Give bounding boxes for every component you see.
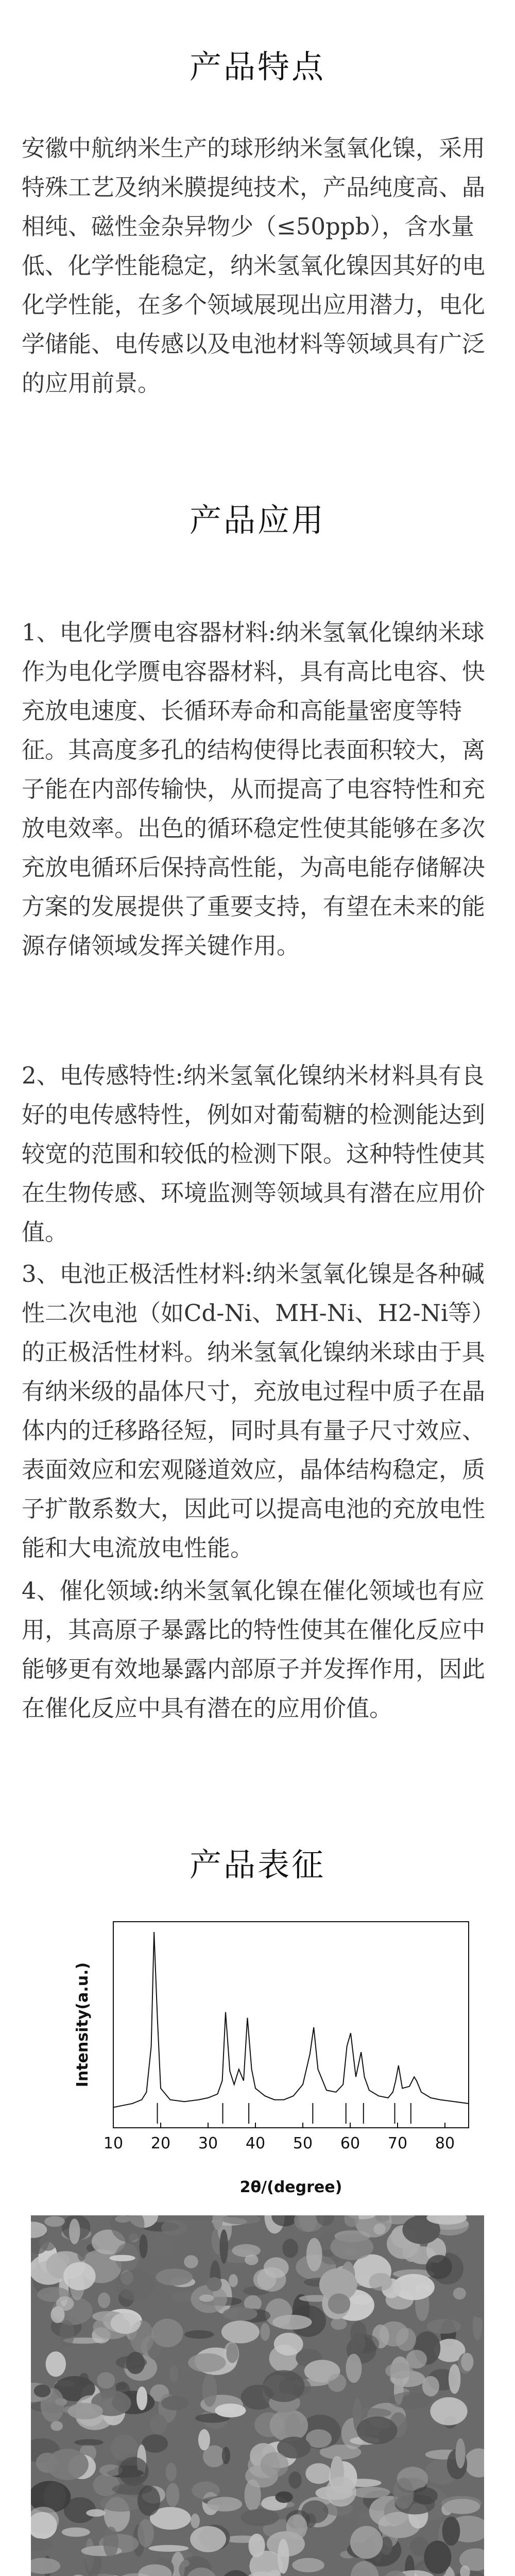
sem-particle <box>47 2449 89 2480</box>
sem-particle <box>207 2497 242 2511</box>
sem-particle <box>116 2269 155 2300</box>
sem-particle <box>156 2268 193 2285</box>
sem-particle <box>161 2396 188 2410</box>
sem-particle <box>261 2452 288 2477</box>
sem-particle <box>430 2397 467 2426</box>
sem-particle <box>207 2277 222 2291</box>
sem-particle <box>169 2365 178 2382</box>
x-tick-label: 10 <box>103 2134 124 2153</box>
sem-particle <box>306 2238 322 2272</box>
xrd-chart <box>26 1917 489 2205</box>
xrd-series-line <box>113 1932 469 2107</box>
x-tick-label: 80 <box>435 2134 455 2153</box>
x-axis-label: 2θ/(degree) <box>239 2178 342 2196</box>
sem-particle <box>385 2363 413 2379</box>
sem-particle <box>453 2287 466 2299</box>
sem-particle <box>229 2274 238 2287</box>
sem-particle <box>188 2353 226 2372</box>
sem-particle <box>241 2509 279 2526</box>
sem-particle <box>373 2223 385 2234</box>
sem-particle <box>161 2220 187 2236</box>
sem-particle <box>138 2519 154 2547</box>
x-tick-label: 20 <box>150 2134 171 2153</box>
sem-particle <box>269 2409 308 2442</box>
sem-particle <box>142 2434 168 2453</box>
sem-particle <box>166 2483 179 2507</box>
sem-particle <box>222 2307 257 2321</box>
sem-particle <box>444 2499 480 2514</box>
sem-particle <box>93 2474 119 2496</box>
sem-particle <box>330 2234 373 2260</box>
sem-particle <box>39 2234 57 2251</box>
sem-particle <box>352 2487 390 2498</box>
application-3: 3、电池正极活性材料:纳米氢氧化镍是各种碱性二次电池（如Cd-Ni、MH-Ni、H2-Ni等）的正极活性材料。纳米氢氧化镍纳米球由于具有纳米级的晶体尺寸，充放电过程中质子在晶体内的迁移路径短，同时具有量子尺寸效应、表面效应和宏观隧道效应，晶体结构稳定，质子扩散系数大，因此可以提高电池的充放电性能和大电流放电性能。 <box>22 1260 495 1562</box>
sem-particle <box>393 2478 414 2509</box>
applications-title: 产品应用 <box>189 501 325 539</box>
sem-particle <box>34 2384 51 2397</box>
sem-particle <box>328 2294 350 2314</box>
reference-lines <box>158 2103 411 2124</box>
sem-particle <box>422 2376 439 2397</box>
application-1: 1、电化学赝电容器材料:纳米氢氧化镍纳米球作为电化学赝电容器材料，具有高比电容、快充放电速度、长循环寿命和高能量密度等特征。其高度多孔的结构使得比表面积较大，离子能在内部传输快，从而提高了电容特性和充放电效率。出色的循环稳定性使其能够在多次充放电循环后保持高性能，为高电能存储解决方案的发展提供了重要支持，有望在未来的能源存储领域发挥关键作用。 <box>22 619 486 959</box>
sem-particle <box>111 2313 141 2334</box>
sem-particle <box>276 2492 293 2503</box>
sem-particle <box>442 2517 460 2546</box>
sem-particle <box>136 2386 147 2410</box>
sem-particle <box>222 2447 230 2464</box>
features-text: 安徽中航纳米生产的球形纳米氢氧化镍，采用特殊工艺及纳米膜提纯技术，产品纯度高、晶相纯、磁性金杂异物少（≤50ppb），含水量低、化学性能稳定，纳米氢氧化镍因其好的电化学性能，在多个领域展现出应用潜力，电化学储能、电传感以及电池材料等领域具有广泛的应用前景。 <box>22 134 486 397</box>
sem-particle <box>449 2364 460 2394</box>
sem-particle <box>369 2273 392 2291</box>
sem-image <box>31 2215 484 2576</box>
sem-particle <box>192 2482 219 2499</box>
sem-particle <box>50 2421 63 2431</box>
sem-particle <box>219 2229 228 2264</box>
sem-particle <box>427 2319 461 2334</box>
sem-particle <box>286 2514 307 2539</box>
sem-particle <box>261 2323 270 2341</box>
sem-particle <box>118 2457 149 2486</box>
sem-particle <box>455 2438 465 2468</box>
sem-particle <box>148 2545 188 2552</box>
sem-particle <box>396 2328 416 2351</box>
sem-particle <box>389 2392 432 2409</box>
sem-particle <box>150 2414 167 2434</box>
sem-particle <box>221 2320 260 2343</box>
x-tick-label: 40 <box>245 2134 266 2153</box>
sem-particle <box>77 2247 85 2262</box>
characterization-title: 产品表征 <box>189 1846 325 1884</box>
sem-particle <box>100 2495 143 2512</box>
sem-particle <box>226 2343 238 2363</box>
sem-particle <box>232 2244 261 2257</box>
sem-particle <box>190 2526 226 2552</box>
x-tick-label: 70 <box>387 2134 408 2153</box>
sem-texture <box>31 2215 484 2576</box>
sem-particle <box>110 2255 135 2261</box>
sem-particle <box>325 2477 356 2506</box>
sem-particle <box>202 2374 217 2407</box>
sem-particle <box>282 2239 298 2258</box>
sem-particle <box>115 2382 127 2390</box>
sem-particle <box>45 2216 65 2227</box>
sem-particle <box>68 2403 103 2419</box>
sem-particle <box>56 2296 74 2311</box>
sem-particle <box>292 2558 324 2572</box>
sem-particle <box>412 2487 438 2504</box>
sem-particle <box>351 2333 366 2353</box>
sem-particle <box>151 2319 183 2348</box>
sem-particle <box>184 2330 214 2339</box>
sem-particle <box>305 2463 332 2484</box>
sem-particle <box>97 2372 115 2388</box>
sem-particle <box>278 2539 289 2574</box>
sem-particle <box>166 2463 177 2481</box>
sem-particle <box>191 2514 200 2529</box>
features-title: 产品特点 <box>189 48 325 86</box>
sem-particle <box>288 2471 302 2489</box>
sem-particle <box>126 2352 145 2374</box>
sem-particle <box>138 2486 160 2516</box>
x-tick-label: 30 <box>198 2134 218 2153</box>
sem-particle <box>199 2295 214 2302</box>
sem-particle <box>86 2509 106 2517</box>
sem-particle <box>60 2320 75 2347</box>
sem-particle <box>69 2218 80 2244</box>
x-tick-label: 50 <box>293 2134 313 2153</box>
sem-particle <box>139 2234 147 2259</box>
sem-particle <box>215 2403 246 2417</box>
sem-particle <box>426 2255 452 2279</box>
sem-particle <box>272 2315 312 2330</box>
sem-particle <box>328 2374 347 2392</box>
sem-particle <box>62 2528 90 2537</box>
sem-particle <box>74 2439 103 2446</box>
sem-particle <box>63 2262 95 2291</box>
sem-particle <box>46 2351 66 2377</box>
application-4: 4、催化领域:纳米氢氧化镍在催化领域也有应用，其高原子暴露比的特性使其在催化反应中能够更有效地暴露内部原子并发挥作用，因此在催化反应中具有潜在的应用价值。 <box>22 1577 486 1722</box>
sem-particle <box>98 2293 110 2309</box>
sem-particle <box>461 2353 473 2371</box>
sem-particle <box>253 2269 277 2290</box>
sem-particle <box>331 2318 347 2330</box>
sem-particle <box>335 2517 346 2540</box>
sem-particle <box>184 2255 198 2268</box>
sem-particle <box>346 2354 362 2383</box>
sem-particle <box>152 2236 173 2255</box>
sem-particle <box>103 2527 118 2557</box>
sem-particle <box>351 2408 391 2418</box>
y-axis-label: Intensity(a.u.) <box>74 1962 92 2088</box>
x-tick-label: 60 <box>340 2134 360 2153</box>
sem-particle <box>263 2370 304 2402</box>
sem-particle <box>274 2333 303 2355</box>
sem-particle <box>198 2429 210 2450</box>
sem-particle <box>350 2526 383 2559</box>
x-axis-ticks <box>104 2123 455 2153</box>
application-2: 2、电传感特性:纳米氢氧化镍纳米材料具有良好的电传感特性，例如对葡萄糖的检测能达到较宽的范围和较低的检测下限。这种特性使其在生物传感、环境监测等领域具有潜在应用价值。 <box>22 1062 486 1246</box>
sem-particle <box>357 2417 398 2445</box>
sem-particle <box>424 2540 451 2574</box>
